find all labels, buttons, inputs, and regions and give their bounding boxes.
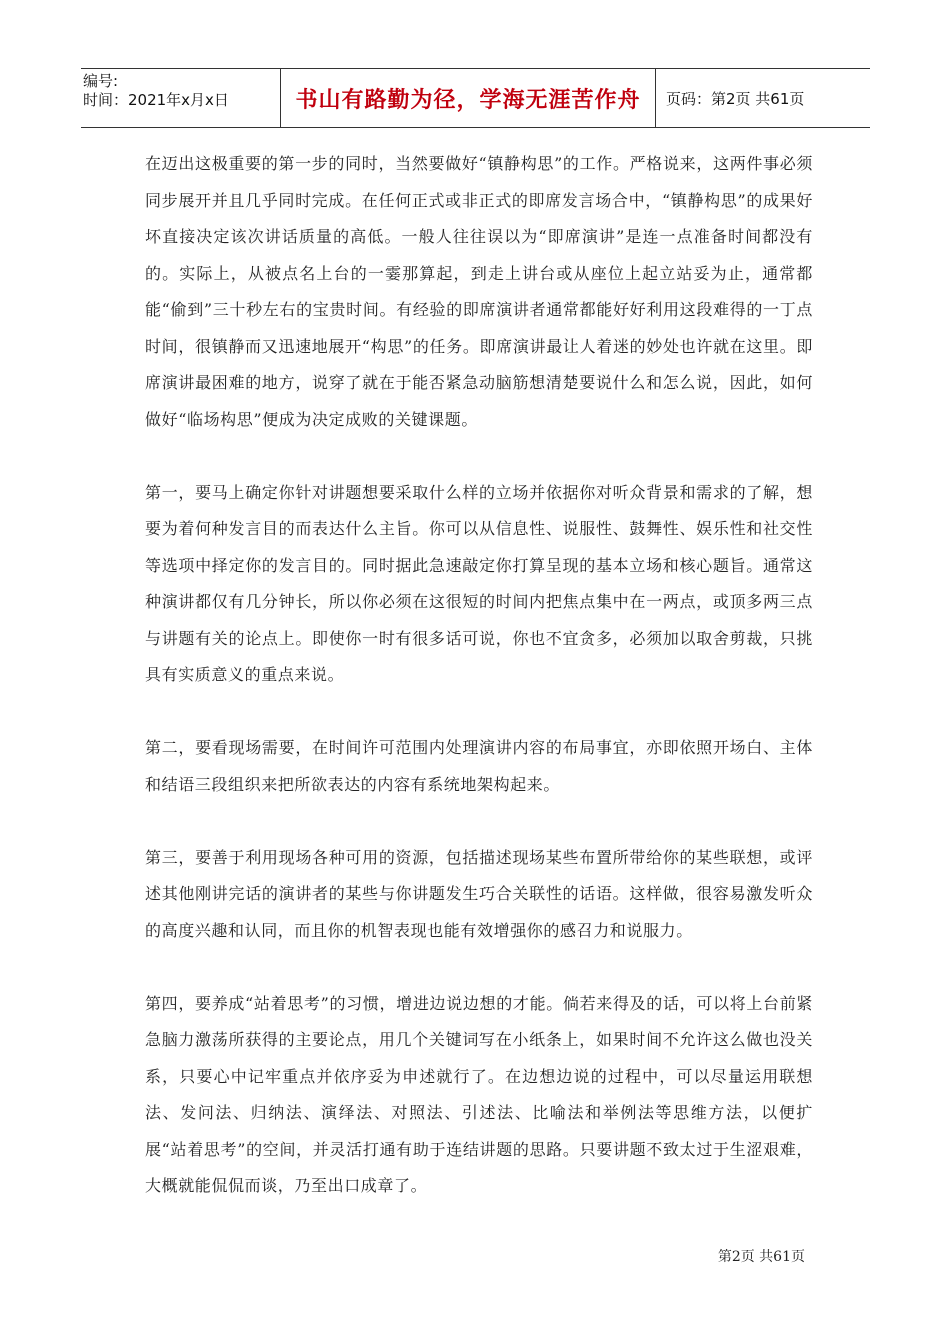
document-number-label: 编号: [83,72,119,90]
document-date-label: 时间：2021年x月x日 [83,91,229,109]
body-paragraph-4: 第三，要善于利用现场各种可用的资源，包括描述现场某些布置所带给你的某些联想，或评述其他刚讲完话的演讲者的某些与你讲题发生巧合关联性的话语。这样做，很容易激发听众的高度兴趣和认同，而且你的机智表现也能有效增强你的感召力和说服力。 [145,847,813,940]
header-page-number: 页码：第2页 共61页 [666,89,805,108]
document-body [145,146,813,1241]
body-paragraph-1: 在迈出这极重要的第一步的同时，当然要做好“镇静构思”的工作。严格说来，这两件事必须同步展开并且几乎同时完成。在任何正式或非正式的即席发言场合中，“镇静构思”的成果好坏直接决定该次讲话质量的高低。一般人往往误以为“即席演讲”是连一点准备时间都没有的。实际上，从被点名上台的一霎那算起，到走上讲台或从座位上起立站妥为止，通常都能“偷到”三十秒左右的宝贵时间。有经验的即席演讲者通常都能好好利用这段难得的一丁点时间，很镇静而又迅速地展开“构思”的任务。即席演讲最让人着迷的妙处也许就在这里。即席演讲最困难的地方，说穿了就在于能否紧急动脑筋想清楚要说什么和怎么说，因此，如何做好“临场构思”便成为决定成败的关键课题。 [145,154,813,429]
body-paragraph-5: 第四，要养成“站着思考”的习惯，增进边说边想的才能。倘若来得及的话，可以将上台前紧急脑力激荡所获得的主要论点，用几个关键词写在小纸条上，如果时间不允许这么做也没关系，只要心中记牢重点并依序妥为申述就行了。在边想边说的过程中，可以尽量运用联想法、发问法、归纳法、演绎法、对照法、引述法、比喻法和举例法等思维方法，以便扩展“站着思考”的空间，并灵活打通有助于连结讲题的思路。只要讲题不致太过于生涩艰难，大概就能侃侃而谈，乃至出口成章了。 [145,993,813,1195]
body-paragraph-2: 第一，要马上确定你针对讲题想要采取什么样的立场并依据你对听众背景和需求的了解，想要为着何种发言目的而表达什么主旨。你可以从信息性、说服性、鼓舞性、娱乐性和社交性等选项中择定你的发言目的。同时据此急速敲定你打算呈现的基本立场和核心题旨。通常这种演讲都仅有几分钟长，所以你必须在这很短的时间内把焦点集中在一两点，或顶多两三点与讲题有关的论点上。即使你一时有很多话可说，你也不宜贪多，必须加以取舍剪裁，只挑具有实质意义的重点来说。 [145,482,813,684]
body-paragraph-3: 第二，要看现场需要，在时间许可范围内处理演讲内容的布局事宜，亦即依照开场白、主体和结语三段组织来把所欲表达的内容有系统地架构起来。 [145,738,813,794]
page-header [81,68,870,128]
header-meta [81,69,281,127]
header-motto: 书山有路勤为径，学海无涯苦作舟 [281,69,656,127]
page-footer-number: 第2页 共61页 [717,1249,805,1265]
